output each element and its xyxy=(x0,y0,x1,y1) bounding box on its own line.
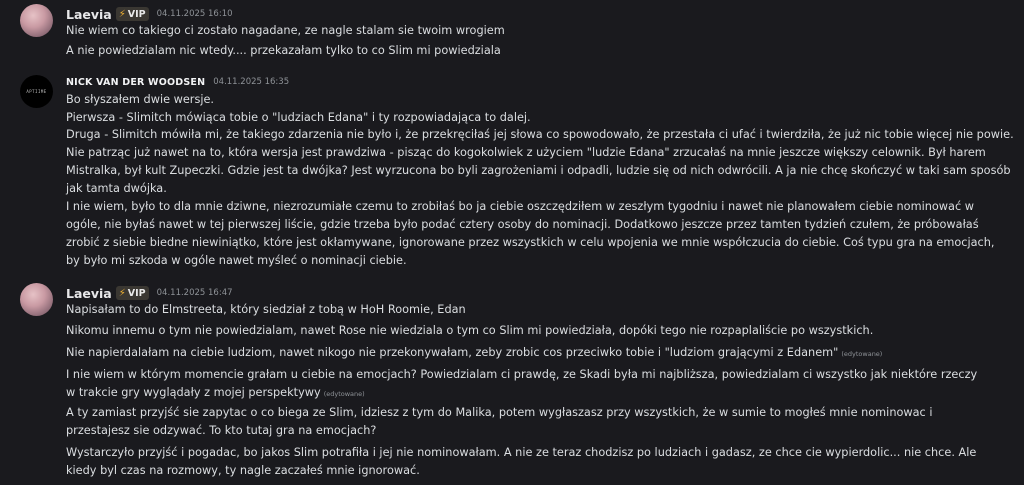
message-line: Nie wiem co takiego ci zostało nagadane, ze nagle stalam sie twoim wrogiem xyxy=(66,24,505,37)
message-line: Nikomu innemu o tym nie powiedzialam, nawet Rose nie wiedziala o tym co Slim mi powiedziała, dopóki tego nie rozpaplaliście po wszystkich. xyxy=(66,324,874,337)
message-line: Bo słyszałem dwie wersje. xyxy=(66,93,215,106)
timestamp[interactable]: 04.11.2025 16:10 xyxy=(156,9,233,19)
username[interactable]: NICK VAN DER WOODSEN xyxy=(66,76,206,88)
timestamp[interactable]: 04.11.2025 16:35 xyxy=(213,77,290,87)
edited-label: (edytowane) xyxy=(841,350,883,358)
message-line: A ty zamiast przyjść sie zapytac o co biega ze Slim, idziesz z tym do Malika, potem wygłaszasz przy wszystkich, że w sumie to mogłeś mnie nominowac i przestajesz sie odzywać. To kto tutaj gra na emocjach? xyxy=(66,406,933,437)
message-header xyxy=(66,284,233,302)
vip-badge: ⚡ VIP xyxy=(116,286,149,300)
message-line: Druga - Slimitch mówiła mi, że takiego zdarzenia nie było i, że przekręciłaś jej słowa co spowodowało, że przestała ci ufać i twierdziła, że już nic tobie więcej nie powie. xyxy=(66,128,1014,141)
username[interactable]: Laevia xyxy=(66,6,112,22)
message-header xyxy=(66,5,233,23)
message-line: Nie patrząc już nawet na to, która wersja jest prawdziwa - pisząc do kogokolwiek z użyciem "ludzie Edana" zrzucałaś na mnie jeszcze większy celownik. Był harem Mistralka, był kult Zupeczki. Gdzie jest ta dwójka? Jest wyrzucona bo byli zagrożeniami i odpadli, ludzie się od nich odwrócili. A ja nie chcę skończyć w taki sam sposób jak tamta dwójka. xyxy=(66,146,1011,195)
message-line: Pierwsza - Slimitch mówiąca tobie o "ludziach Edana" i ty rozpowiadająca to dalej. xyxy=(66,111,531,124)
message-line: I nie wiem, było to dla mnie dziwne, niezrozumiałe czemu to zrobiłaś bo ja ciebie oszczędziłem w zeszłym tygodniu i nawet nie planowałem ciebie nominować w ogóle, nie byłaś nawet w tej pierwszej liście, gdzie trzeba było podać cztery osoby do nominacji. Dodatkowo jeszcze przez tamten tydzień czułem, że próbowałaś zrobić z siebie biedne niewiniątko, które jest okłamywane, ignorowane przez wszystkich w celu wpojenia we mnie współczucia do ciebie. Coś typu gra na emocjach, by było mi szkoda w ogóle nawet myśleć o nominacji ciebie. xyxy=(66,200,995,267)
message-line: Napisałam to do Elmstreeta, który siedział z tobą w HoH Roomie, Edan xyxy=(66,303,466,316)
message-header xyxy=(66,73,289,91)
timestamp[interactable]: 04.11.2025 16:47 xyxy=(156,288,233,298)
message-line: Wystarczyło przyjść i pogadac, bo jakos Slim potrafiła i jej nie nominowałam. A nie ze teraz chodzisz po ludziach i gadasz, ze chce cie wypierdolic... nie chce. Ale kiedy byl czas na rozmowy, ty nagle zaczałeś mnie ignorować. xyxy=(66,446,977,477)
edited-label: (edytowane) xyxy=(323,390,365,398)
avatar[interactable]: APTIIME xyxy=(20,75,53,108)
message-line: Nie napierdalałam na ciebie ludziom, nawet nikogo nie przekonywałam, zeby zrobic cos przeciwko tobie i "ludziom grającymi z Edanem" (edytowane) xyxy=(66,346,883,359)
avatar[interactable] xyxy=(20,4,53,37)
lightning-icon: ⚡ xyxy=(118,287,126,299)
lightning-icon: ⚡ xyxy=(118,8,126,20)
username[interactable]: Laevia xyxy=(66,285,112,301)
vip-badge: ⚡ VIP xyxy=(116,7,149,21)
message-line: I nie wiem w którym momencie grałam u ciebie na emocjach? Powiedzialam ci prawdę, ze Skadi była mi najbliższa, powiedzialam ci wszystko jak niektóre rzeczy w trakcie gry wyglądały z mojej perspektywy (edytowane) xyxy=(66,368,978,399)
message-line: A nie powiedzialam nic wtedy.... przekazałam tylko to co Slim mi powiedziala xyxy=(66,44,501,57)
avatar[interactable] xyxy=(20,283,53,316)
